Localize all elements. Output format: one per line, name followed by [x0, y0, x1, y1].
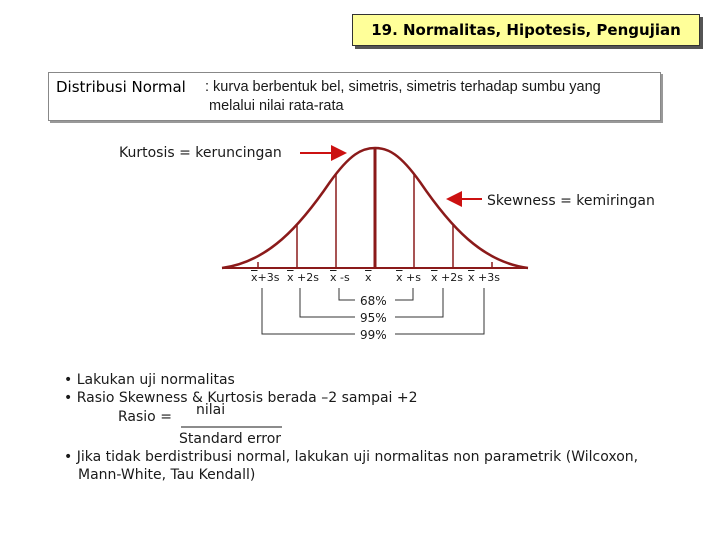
pct-95: 95%: [360, 311, 387, 325]
definition-line-2: melalui nilai rata-rata: [209, 98, 344, 114]
bracket-68: [339, 288, 355, 300]
skewness-label: Skewness = kemiringan: [487, 193, 655, 209]
bullet-1: • Lakukan uji normalitas: [64, 372, 235, 388]
bullet-2: • Rasio Skewness & Kurtosis berada –2 sampai +2: [64, 390, 418, 406]
tick-plus-1s: $\overline{x} +s$: [396, 271, 421, 284]
definition-line-1: : kurva berbentuk bel, simetris, simetris terhadap sumbu yang: [205, 79, 601, 95]
tick-plus-3s: $\overline{x} +3s$: [468, 271, 500, 284]
tick-minus-1s: $\overline{x}$ -s: [330, 271, 350, 284]
tick-minus-2s: $\overline{x} +2s$: [287, 271, 319, 284]
definition-term: Distribusi Normal: [56, 78, 186, 96]
bracket-99-right: [395, 288, 484, 334]
bullet-3-line-2: Mann-White, Tau Kendall): [78, 467, 256, 483]
ratio-label: Rasio =: [118, 409, 172, 425]
kurtosis-label: Kurtosis = keruncingan: [119, 145, 282, 161]
bracket-95-right: [395, 288, 443, 317]
tick-plus-2s: $\overline{x} +2s$: [431, 271, 463, 284]
bracket-95: [300, 288, 355, 317]
ratio-numerator: nilai: [196, 402, 226, 418]
bracket-68-right: [395, 288, 413, 300]
ratio-denominator: Standard error: [179, 431, 282, 447]
tick-minus-3s: $\overline{x}+3s$: [251, 271, 280, 284]
tick-mean: $\overline{x}$: [365, 271, 372, 284]
bracket-99: [262, 288, 355, 334]
bullet-3: • Jika tidak berdistribusi normal, lakukan uji normalitas non parametrik (Wilcoxon,: [64, 449, 639, 465]
pct-68: 68%: [360, 294, 387, 308]
slide-title: 19. Normalitas, Hipotesis, Pengujian: [352, 14, 700, 46]
pct-99: 99%: [360, 328, 387, 342]
